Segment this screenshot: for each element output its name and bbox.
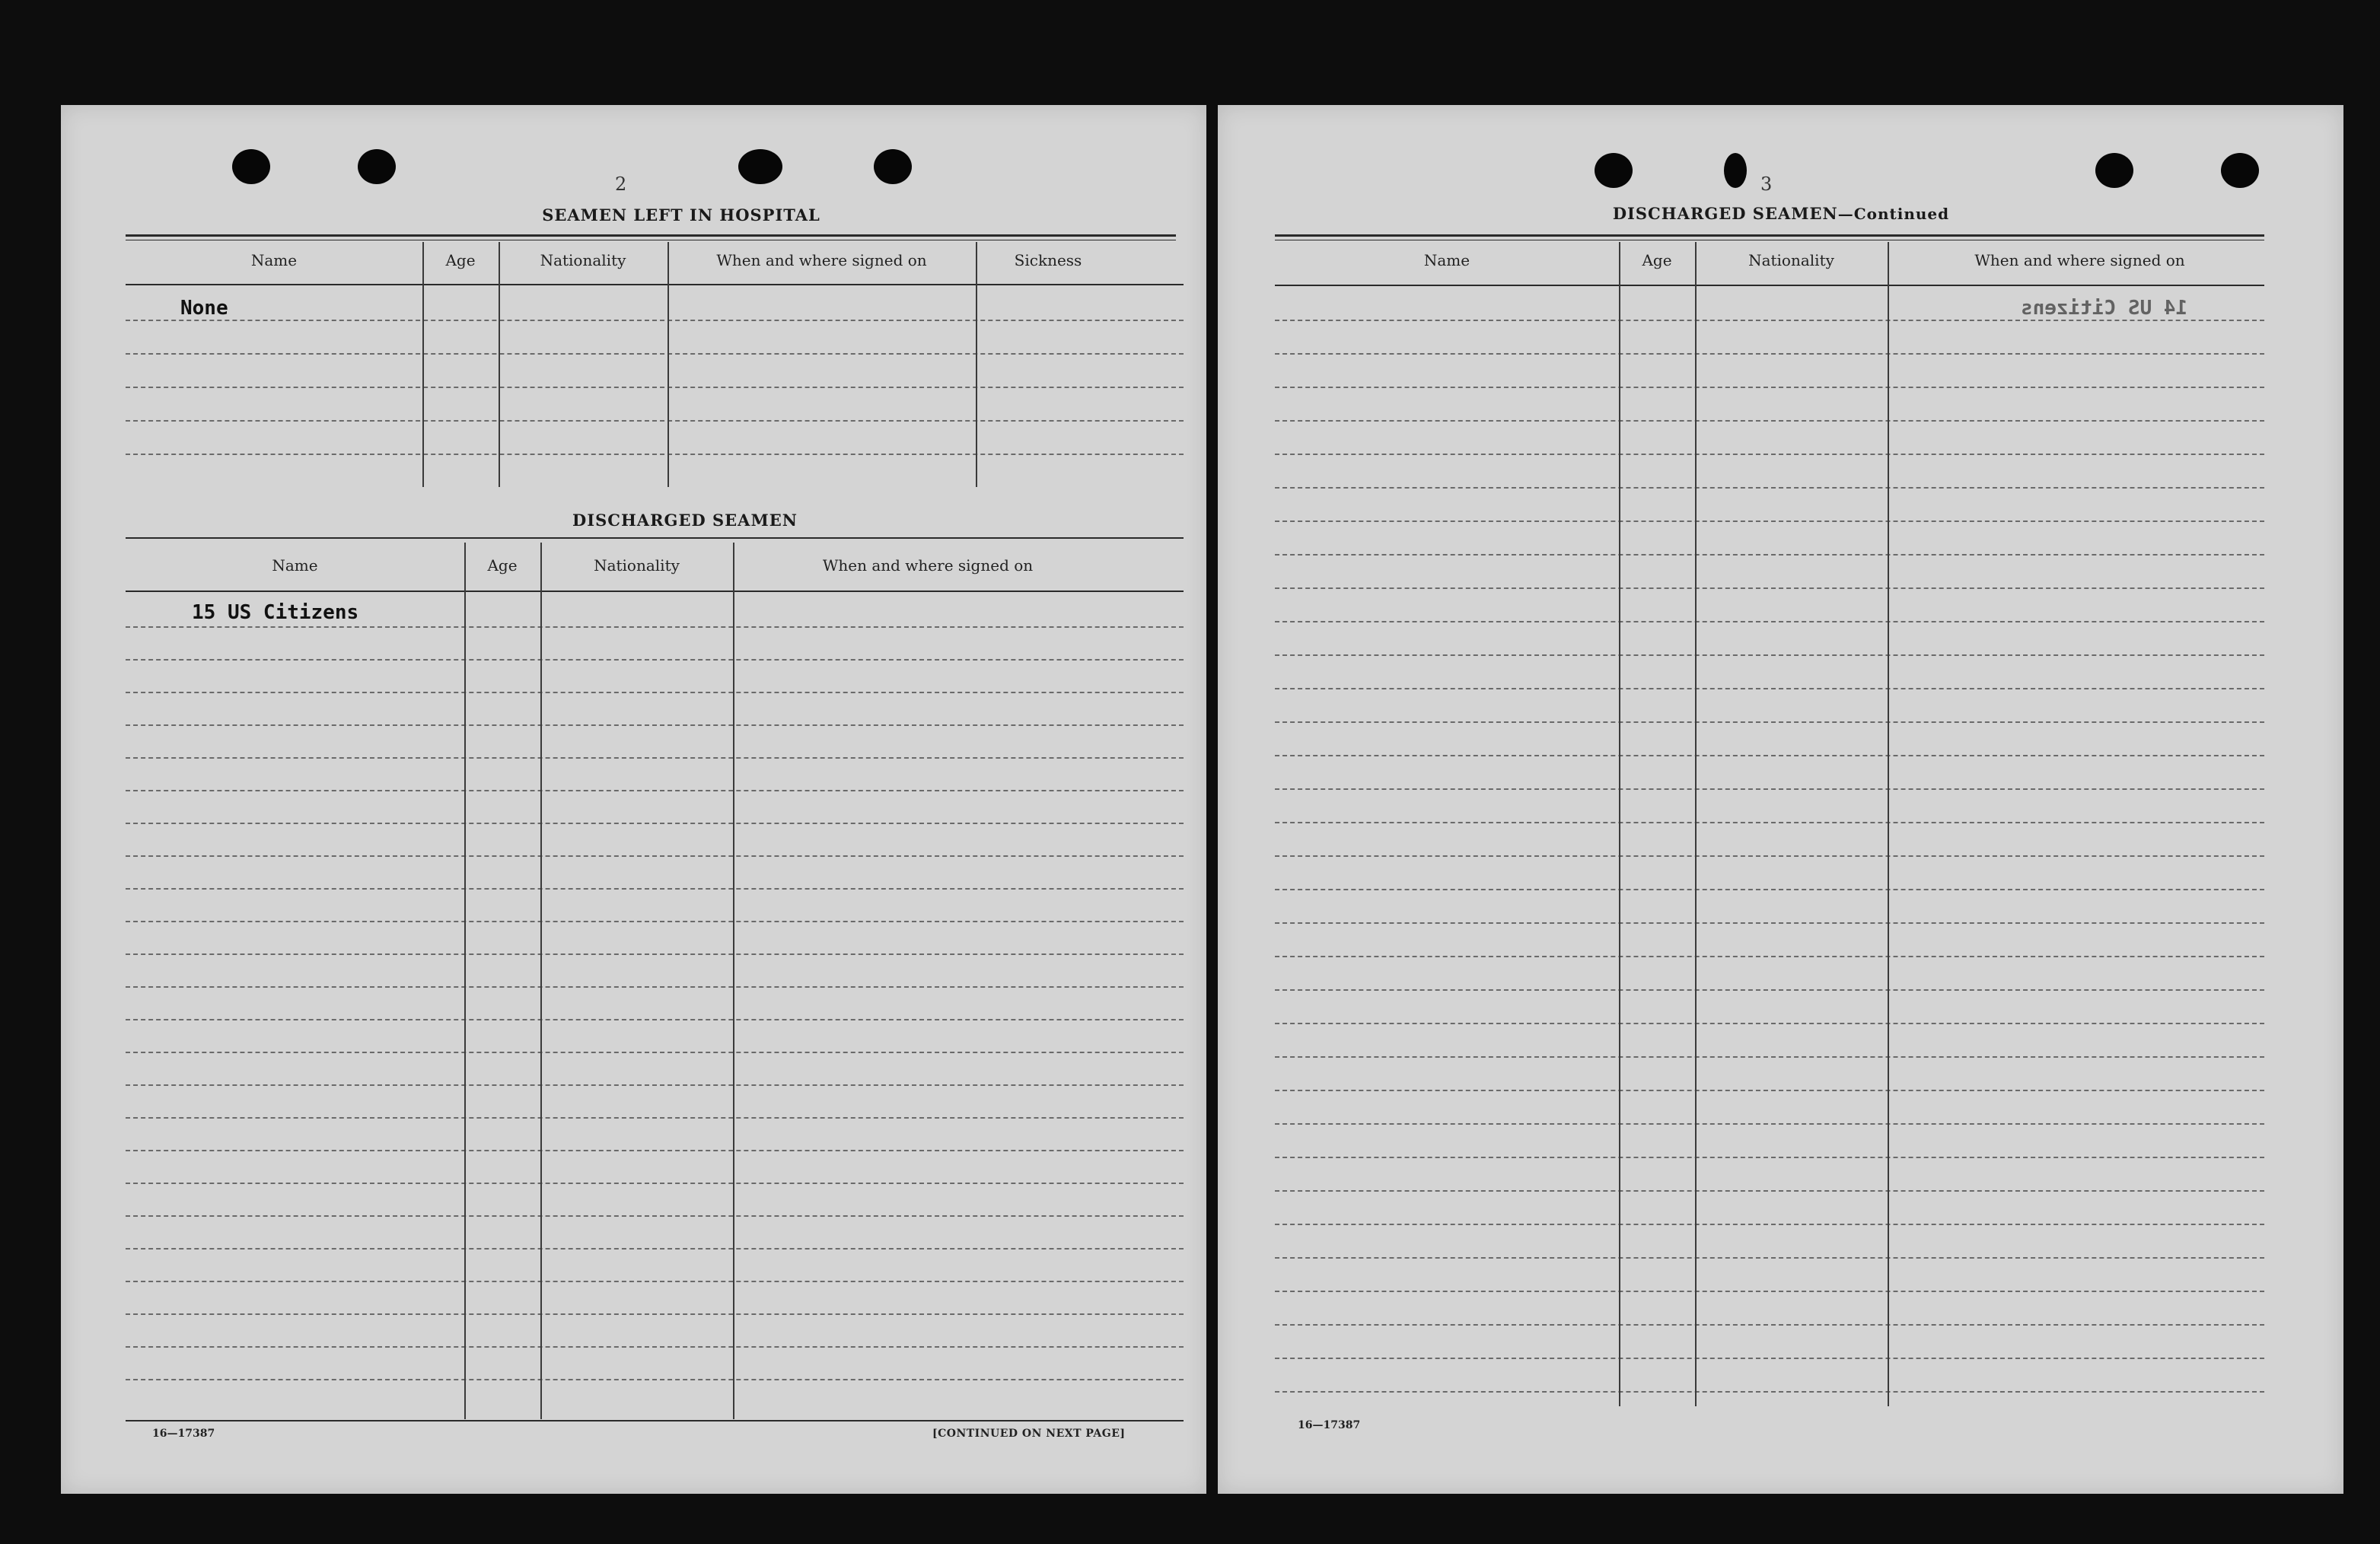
column-header-nationality: Nationality xyxy=(594,556,680,575)
column-header-age: Age xyxy=(445,251,476,269)
column-header-name: Name xyxy=(250,251,298,269)
ruled-line xyxy=(126,420,1184,422)
right-page xyxy=(1218,105,2343,1494)
ruled-line xyxy=(1275,1056,2264,1058)
ruled-line xyxy=(1275,1023,2264,1024)
ruled-line xyxy=(126,823,1184,824)
form-number: 16—17387 xyxy=(152,1428,215,1440)
column-header-age: Age xyxy=(1642,251,1672,269)
ruled-line xyxy=(126,1215,1184,1217)
ruled-line xyxy=(126,1248,1184,1250)
punch-hole xyxy=(2095,153,2133,188)
ruled-line xyxy=(1275,621,2264,622)
ruled-line xyxy=(1275,1358,2264,1359)
column-divider xyxy=(1619,242,1620,1406)
bleed-through-text: 14 US Citizens xyxy=(2021,297,2188,320)
column-divider xyxy=(976,242,977,487)
ruled-line xyxy=(126,1313,1184,1315)
ruled-line xyxy=(126,1379,1184,1380)
discharged-continued-title xyxy=(1583,204,1979,223)
punch-hole xyxy=(1595,153,1633,188)
column-header-when-where: When and where signed on xyxy=(822,556,1034,575)
ruled-line xyxy=(1275,822,2264,823)
ruled-line xyxy=(1275,554,2264,556)
ruled-line xyxy=(1275,1291,2264,1292)
ruled-line xyxy=(1275,1123,2264,1125)
left-page xyxy=(61,105,1206,1494)
ruled-line xyxy=(126,1019,1184,1020)
page-number: 2 xyxy=(615,174,627,195)
title-main: DISCHARGED SEAMEN xyxy=(1612,204,1838,223)
ruled-line xyxy=(126,888,1184,890)
ruled-line xyxy=(126,855,1184,857)
discharged-section-title: DISCHARGED SEAMEN xyxy=(572,511,798,530)
ruled-line xyxy=(126,1052,1184,1053)
column-header-name: Name xyxy=(1423,251,1470,269)
ruled-line xyxy=(1275,989,2264,991)
ruled-line xyxy=(1275,755,2264,756)
ruled-line xyxy=(126,953,1184,955)
header-rule xyxy=(1275,285,2264,286)
ruled-line xyxy=(1275,788,2264,790)
ruled-line xyxy=(126,724,1184,726)
ruled-line xyxy=(1275,1157,2264,1158)
punch-hole xyxy=(1724,153,1747,188)
column-divider xyxy=(464,543,466,1419)
ruled-line xyxy=(126,692,1184,693)
ruled-line xyxy=(1275,1090,2264,1091)
ruled-line xyxy=(126,1281,1184,1282)
column-header-name: Name xyxy=(272,556,318,575)
ruled-line xyxy=(1275,521,2264,522)
ruled-line xyxy=(1275,1391,2264,1393)
ruled-line xyxy=(1275,454,2264,455)
ruled-line xyxy=(126,1150,1184,1151)
column-header-nationality: Nationality xyxy=(1748,251,1834,269)
ruled-line xyxy=(1275,387,2264,388)
column-divider xyxy=(422,242,424,487)
ruled-line xyxy=(126,757,1184,759)
header-rule xyxy=(126,284,1184,285)
punch-hole xyxy=(358,149,396,184)
ruled-line xyxy=(126,986,1184,988)
ruled-line xyxy=(126,320,1184,321)
hospital-section-title: SEAMEN LEFT IN HOSPITAL xyxy=(542,205,820,224)
form-number: 16—17387 xyxy=(1298,1419,1361,1431)
ruled-line xyxy=(1275,889,2264,890)
column-divider xyxy=(733,543,734,1419)
ruled-line xyxy=(1275,487,2264,489)
column-header-sickness: Sickness xyxy=(1014,251,1082,269)
column-header-age: Age xyxy=(487,556,518,575)
title-suffix: —Continued xyxy=(1837,205,1950,223)
ruled-line xyxy=(1275,688,2264,689)
column-divider xyxy=(667,242,669,487)
ruled-line xyxy=(1275,956,2264,957)
ruled-line xyxy=(126,387,1184,388)
ruled-line xyxy=(126,790,1184,791)
column-divider xyxy=(499,242,500,487)
ruled-line xyxy=(126,1084,1184,1086)
punch-hole xyxy=(738,149,782,184)
ruled-line xyxy=(1275,1257,2264,1259)
discharged-entry: 15 US Citizens xyxy=(192,601,359,624)
column-divider xyxy=(1888,242,1889,1406)
footer-rule xyxy=(126,1420,1184,1421)
ruled-line xyxy=(1275,1190,2264,1192)
section-rule xyxy=(126,537,1184,539)
ruled-line xyxy=(1275,420,2264,422)
double-rule xyxy=(126,234,1176,237)
ruled-line xyxy=(1275,587,2264,589)
column-divider xyxy=(1695,242,1697,1406)
ruled-line xyxy=(1275,1224,2264,1225)
column-header-nationality: Nationality xyxy=(540,251,626,269)
ruled-line xyxy=(126,626,1184,628)
ruled-line xyxy=(126,1183,1184,1184)
ruled-line xyxy=(126,353,1184,355)
ruled-line xyxy=(1275,1324,2264,1326)
hospital-entry: None xyxy=(180,297,228,320)
column-header-when-where: When and where signed on xyxy=(1974,251,2185,269)
double-rule xyxy=(1275,234,2264,237)
column-header-when-where: When and where signed on xyxy=(716,251,927,269)
ruled-line xyxy=(1275,320,2264,321)
ruled-line xyxy=(1275,654,2264,656)
ruled-line xyxy=(1275,922,2264,924)
continued-note: [CONTINUED ON NEXT PAGE] xyxy=(932,1428,1126,1440)
ruled-line xyxy=(1275,721,2264,723)
ruled-line xyxy=(126,1117,1184,1119)
ruled-line xyxy=(126,1346,1184,1348)
ruled-line xyxy=(126,659,1184,661)
header-rule xyxy=(126,591,1184,592)
ruled-line xyxy=(126,454,1184,455)
punch-hole xyxy=(232,149,270,184)
ruled-line xyxy=(126,921,1184,922)
punch-hole xyxy=(874,149,912,184)
ruled-line xyxy=(1275,353,2264,355)
column-divider xyxy=(540,543,542,1419)
page-number: 3 xyxy=(1760,174,1773,195)
punch-hole xyxy=(2221,153,2259,188)
ruled-line xyxy=(1275,855,2264,857)
